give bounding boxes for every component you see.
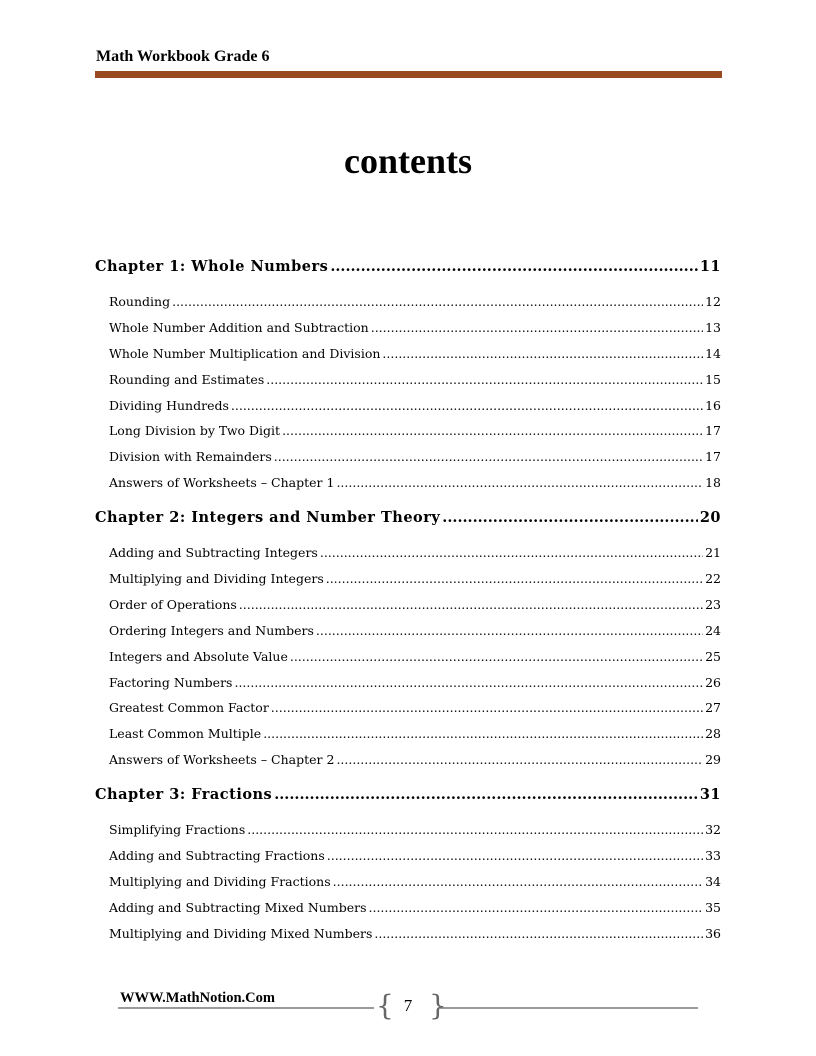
page-number-right-brace: } — [429, 989, 447, 1022]
dot-leader — [282, 418, 703, 444]
toc-entry-page: 18 — [705, 475, 721, 491]
dot-leader — [316, 618, 703, 644]
dot-leader — [247, 817, 703, 843]
chapter-spacer — [95, 496, 721, 506]
dot-leader — [336, 747, 703, 773]
dot-leader — [442, 506, 698, 530]
toc-entry-page: 24 — [705, 622, 721, 638]
toc-entry-page: 14 — [705, 345, 721, 361]
dot-leader — [382, 341, 703, 367]
toc-entry-page: 17 — [705, 449, 721, 465]
toc-entry[interactable] — [109, 695, 721, 721]
toc-chapter-1[interactable] — [95, 255, 721, 279]
dot-leader — [172, 289, 703, 315]
toc-entry-label: Answers of Worksheets – Chapter 1 — [109, 475, 335, 491]
header-rule — [95, 71, 722, 78]
toc-entry-label: Rounding — [109, 294, 171, 309]
toc-entry-page: 28 — [705, 726, 721, 742]
toc-chapter-page: 11 — [699, 258, 721, 275]
dot-leader — [326, 566, 703, 592]
dot-leader — [263, 721, 703, 747]
table-of-contents — [95, 255, 721, 947]
toc-entry-page: 12 — [705, 294, 721, 309]
toc-entry-label: Rounding and Estimates — [109, 371, 265, 387]
toc-entry[interactable] — [109, 367, 721, 393]
toc-entry-page: 13 — [705, 319, 721, 335]
toc-chapter-label: Chapter 1: Whole Numbers — [95, 258, 329, 275]
toc-entry-label: Simplifying Fractions — [109, 822, 246, 838]
toc-entry[interactable] — [109, 540, 721, 566]
toc-entry[interactable] — [109, 444, 721, 470]
toc-entry-label: Long Division by Two Digit — [109, 423, 281, 439]
toc-entry-page: 21 — [705, 545, 721, 561]
toc-entry[interactable] — [109, 817, 721, 843]
footer-rule-right — [440, 1007, 698, 1009]
toc-entry-page: 25 — [705, 648, 721, 664]
toc-entry-label: Adding and Subtracting Integers — [109, 545, 318, 561]
toc-entry-page: 15 — [705, 371, 721, 387]
chapter-spacer — [95, 773, 721, 783]
toc-entry-page: 29 — [705, 752, 721, 768]
dot-leader — [239, 592, 703, 618]
dot-leader — [231, 393, 703, 419]
toc-entry-label: Adding and Subtracting Mixed Numbers — [109, 899, 367, 915]
dot-leader — [330, 255, 698, 279]
toc-entry[interactable] — [109, 670, 721, 696]
toc-chapter-page: 20 — [699, 509, 721, 527]
toc-entry[interactable] — [109, 393, 721, 419]
dot-leader — [271, 695, 703, 721]
toc-entry-page: 36 — [705, 925, 721, 941]
toc-entry-page: 17 — [705, 423, 721, 439]
page-title: contents — [344, 141, 472, 181]
toc-entry-page: 16 — [705, 397, 721, 413]
toc-entry-label: Adding and Subtracting Fractions — [109, 848, 325, 864]
toc-entry[interactable] — [109, 592, 721, 618]
toc-entry[interactable] — [109, 747, 721, 773]
toc-entry[interactable] — [109, 644, 721, 670]
toc-entry-label: Multiplying and Dividing Integers — [109, 571, 324, 587]
toc-entry-label: Whole Number Multiplication and Division — [109, 345, 381, 361]
dot-leader — [371, 315, 703, 341]
dot-leader — [336, 470, 703, 496]
dot-leader — [327, 843, 703, 869]
toc-entry-label: Least Common Multiple — [109, 726, 262, 742]
toc-entry-page: 27 — [705, 700, 721, 716]
toc-entry-page: 22 — [705, 571, 721, 587]
toc-chapter-label: Chapter 3: Fractions — [95, 786, 273, 804]
toc-entry[interactable] — [109, 566, 721, 592]
toc-entry[interactable] — [109, 470, 721, 496]
toc-entry-label: Dividing Hundreds — [109, 397, 229, 413]
toc-entry[interactable] — [109, 289, 721, 315]
toc-entry-page: 35 — [705, 899, 721, 915]
footer-website-link[interactable]: WWW.MathNotion.Com — [120, 990, 275, 1006]
toc-entry-label: Whole Number Addition and Subtraction — [109, 319, 369, 335]
toc-entry[interactable] — [109, 418, 721, 444]
dot-leader — [274, 444, 703, 470]
toc-chapter-label: Chapter 2: Integers and Number Theory — [95, 509, 441, 527]
toc-entry[interactable] — [109, 843, 721, 869]
toc-entry[interactable] — [109, 618, 721, 644]
toc-entry[interactable] — [109, 895, 721, 921]
toc-entry[interactable] — [109, 721, 721, 747]
dot-leader — [274, 783, 698, 807]
footer-rule-left — [118, 1007, 374, 1009]
toc-entry[interactable] — [109, 921, 721, 947]
toc-entry-label: Ordering Integers and Numbers — [109, 622, 314, 638]
page-number-left-brace: { — [376, 989, 394, 1022]
toc-entry-label: Multiplying and Dividing Fractions — [109, 873, 331, 889]
toc-chapter-3[interactable] — [95, 783, 721, 807]
toc-entry-page: 23 — [705, 596, 721, 612]
toc-entry-label: Multiplying and Dividing Mixed Numbers — [109, 925, 373, 941]
dot-leader — [374, 921, 703, 947]
toc-chapter-2[interactable] — [95, 506, 721, 530]
toc-entry-label: Division with Remainders — [109, 449, 272, 465]
toc-entry-page: 34 — [705, 873, 721, 889]
dot-leader — [320, 540, 703, 566]
page-number: 7 — [403, 996, 413, 1015]
dot-leader — [290, 644, 703, 670]
toc-entry-page: 26 — [705, 674, 721, 690]
toc-entry-page: 33 — [705, 848, 721, 864]
dot-leader — [266, 367, 703, 393]
toc-entry-page: 32 — [705, 822, 721, 838]
toc-entry-label: Integers and Absolute Value — [109, 648, 288, 664]
dot-leader — [369, 895, 704, 921]
dot-leader — [333, 869, 703, 895]
toc-entry[interactable] — [109, 315, 721, 341]
toc-entry-label: Order of Operations — [109, 596, 237, 612]
toc-entry-label: Greatest Common Factor — [109, 700, 269, 716]
toc-chapter-page: 31 — [699, 786, 721, 804]
toc-entry-label: Answers of Worksheets – Chapter 2 — [109, 752, 335, 768]
toc-entry[interactable] — [109, 341, 721, 367]
toc-entry-label: Factoring Numbers — [109, 674, 233, 690]
dot-leader — [234, 670, 703, 696]
toc-entry[interactable] — [109, 869, 721, 895]
running-header-title: Math Workbook Grade 6 — [96, 48, 270, 65]
